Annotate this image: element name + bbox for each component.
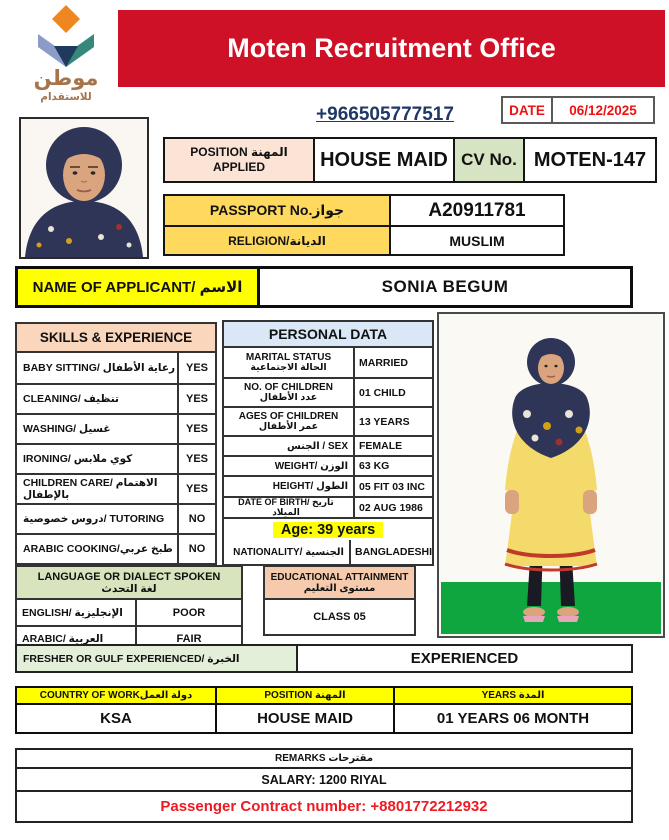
- education-title-ar: مستوى التعليم: [303, 582, 376, 594]
- fullbody-illustration: [439, 314, 663, 636]
- personal-value: FEMALE: [359, 440, 403, 452]
- age-highlight: Age: 39 years: [273, 522, 383, 538]
- personal-label: [224, 379, 355, 406]
- personal-row-height: [224, 475, 432, 496]
- skill-value: YES: [177, 415, 215, 443]
- work-history-header: [17, 688, 631, 705]
- position-label-line2: APPLIED: [212, 160, 265, 174]
- experience-label: FRESHER OR GULF EXPERIENCED/ الخبرة: [17, 646, 298, 671]
- education-table: [263, 565, 416, 636]
- skill-row-washing: [17, 413, 215, 443]
- personal-row-no-of-children: [224, 377, 432, 406]
- language-table: [15, 565, 243, 652]
- personal-value: BANGLADESHI: [354, 546, 432, 558]
- skill-value: YES: [177, 445, 215, 473]
- skill-row-tutoring: [17, 503, 215, 533]
- country-of-work-header: COUNTRY OF WORKدولة العمل: [17, 688, 217, 703]
- experience-row: [15, 644, 633, 673]
- phone-number-link[interactable]: +966505777517: [316, 104, 454, 125]
- skill-row-baby-sitting: [17, 353, 215, 383]
- cv-number-label: CV No.: [455, 139, 525, 181]
- personal-data-table: [222, 320, 434, 566]
- skill-row-ironing: [17, 443, 215, 473]
- skill-label: دروس خصوصية/ TUTORING: [23, 513, 165, 525]
- header-banner: [118, 10, 665, 87]
- personal-value: 63 KG: [359, 460, 390, 472]
- personal-row-nationality: [224, 540, 432, 564]
- education-title: [263, 565, 416, 600]
- language-value: FAIR: [176, 632, 202, 645]
- position-applied-table: [163, 137, 657, 183]
- applicant-name-label: NAME OF APPLICANT/ الاسم: [18, 269, 260, 305]
- personal-label: DATE OF BIRTH/ تاريخ الميلاد: [224, 498, 355, 517]
- language-row-english: [17, 600, 241, 625]
- agency-logo-arabic-name: موطن: [33, 67, 99, 90]
- religion-value: MUSLIM: [449, 232, 505, 249]
- headshot-illustration: [21, 119, 147, 257]
- position-label-line1: POSITION المهنة: [190, 145, 288, 159]
- country-of-work-value: KSA: [17, 705, 217, 732]
- cv-number-value: MOTEN-147: [533, 148, 647, 171]
- language-title: [17, 567, 241, 600]
- skill-value: YES: [177, 353, 215, 383]
- years-header: YEARS المدة: [395, 688, 631, 703]
- label-en: AGES OF CHILDREN: [238, 410, 339, 422]
- position-header: POSITION المهنة: [217, 688, 395, 703]
- language-title-ar: لغة التحدث: [101, 582, 157, 595]
- skill-label: IRONING/ كوي ملابس: [23, 453, 133, 465]
- personal-row-marital-status: [224, 348, 432, 377]
- religion-label: RELIGION/الديانة: [165, 227, 391, 254]
- skill-label: WASHING/ غسيل: [23, 423, 111, 435]
- label-ar: الحالة الاجتماعية: [250, 361, 327, 373]
- personal-value: 01 CHILD: [359, 386, 406, 399]
- skill-row-cleaning: [17, 383, 215, 413]
- skills-table: [15, 322, 217, 565]
- label-en: MARITAL STATUS: [245, 351, 332, 363]
- language-label: ENGLISH/ الإنجليزية: [17, 600, 137, 625]
- personal-label: HEIGHT/ الطول: [224, 477, 355, 496]
- agency-logo: [12, 4, 120, 103]
- personal-label: NATIONALITY/ الجنسية: [224, 540, 351, 564]
- remarks-table: [15, 748, 633, 823]
- label-ar: عمر الأطفال: [258, 420, 319, 432]
- language-title-en: LANGUAGE OR DIALECT SPOKEN: [37, 570, 221, 583]
- passport-label: PASSPORT No.جواز: [165, 196, 391, 225]
- education-value: CLASS 05: [263, 600, 416, 636]
- skill-row-children-care: [17, 473, 215, 503]
- label-en: NO. OF CHILDREN: [244, 381, 333, 393]
- religion-row: [165, 225, 563, 254]
- position-applied-label: [165, 139, 315, 181]
- skill-label: ARABIC COOKING/طبخ عربي: [23, 543, 173, 555]
- personal-label: [224, 408, 355, 435]
- date-label: DATE: [503, 98, 553, 122]
- passport-table: [163, 194, 565, 256]
- experience-value: EXPERIENCED: [410, 650, 519, 667]
- date-box: [501, 96, 655, 124]
- applicant-name-row: [15, 266, 633, 308]
- work-history-values: [17, 705, 631, 732]
- skills-title: SKILLS & EXPERIENCE: [17, 324, 215, 353]
- skill-label: CHILDREN CARE/ الاهتمام بالإطفال: [23, 477, 158, 501]
- personal-value: 02 AUG 1986: [359, 501, 423, 514]
- personal-row-sex: [224, 435, 432, 455]
- language-value: POOR: [172, 606, 206, 619]
- personal-value: 13 YEARS: [359, 415, 410, 428]
- skill-label: BABY SITTING/ رعاية الأطفال: [23, 362, 176, 374]
- language-label: ARABIC/ العربية: [17, 627, 137, 650]
- skill-value: NO: [177, 505, 215, 533]
- contract-number-text: Passenger Contract number: +8801772212932: [160, 798, 488, 815]
- skill-row-arabic-cooking: [17, 533, 215, 563]
- applicant-headshot-photo: [19, 117, 149, 259]
- work-history-table: [15, 686, 633, 734]
- personal-label: [224, 348, 355, 377]
- skill-value: YES: [177, 475, 215, 503]
- personal-label: الجنس / SEX: [224, 437, 355, 455]
- position-applied-value: HOUSE MAID: [315, 139, 455, 181]
- personal-row-weight: [224, 455, 432, 475]
- personal-data-title: PERSONAL DATA: [224, 322, 432, 348]
- personal-value: 05 FIT 03 INC: [359, 480, 425, 493]
- passport-value: A20911781: [428, 199, 526, 221]
- agency-logo-icon: [28, 4, 104, 68]
- office-title: Moten Recruitment Office: [227, 33, 556, 63]
- personal-value: MARRIED: [359, 356, 408, 369]
- applicant-fullbody-photo: [437, 312, 665, 638]
- skill-label: CLEANING/ تنظيف: [23, 393, 119, 405]
- label-ar: عدد الأطفال: [259, 391, 318, 403]
- date-value: 06/12/2025: [569, 102, 637, 118]
- remarks-title: REMARKS مقترحات: [17, 750, 631, 769]
- personal-row-ages-of-children: [224, 406, 432, 435]
- personal-row-date-of-birth: [224, 496, 432, 517]
- years-value: 01 YEARS 06 MONTH: [436, 710, 590, 727]
- applicant-name-value: SONIA BEGUM: [381, 277, 509, 296]
- salary-text: SALARY: 1200 RIYAL: [17, 769, 631, 792]
- education-title-en: EDUCATIONAL ATTAINMENT: [270, 571, 409, 583]
- personal-row-age: [224, 517, 432, 540]
- skill-value: NO: [177, 535, 215, 563]
- agency-logo-arabic-subtitle: للاستقدام: [40, 91, 92, 103]
- skill-value: YES: [177, 385, 215, 413]
- passport-row: [165, 196, 563, 225]
- personal-label: WEIGHT/ الوزن: [224, 457, 355, 475]
- position-value: HOUSE MAID: [217, 705, 395, 732]
